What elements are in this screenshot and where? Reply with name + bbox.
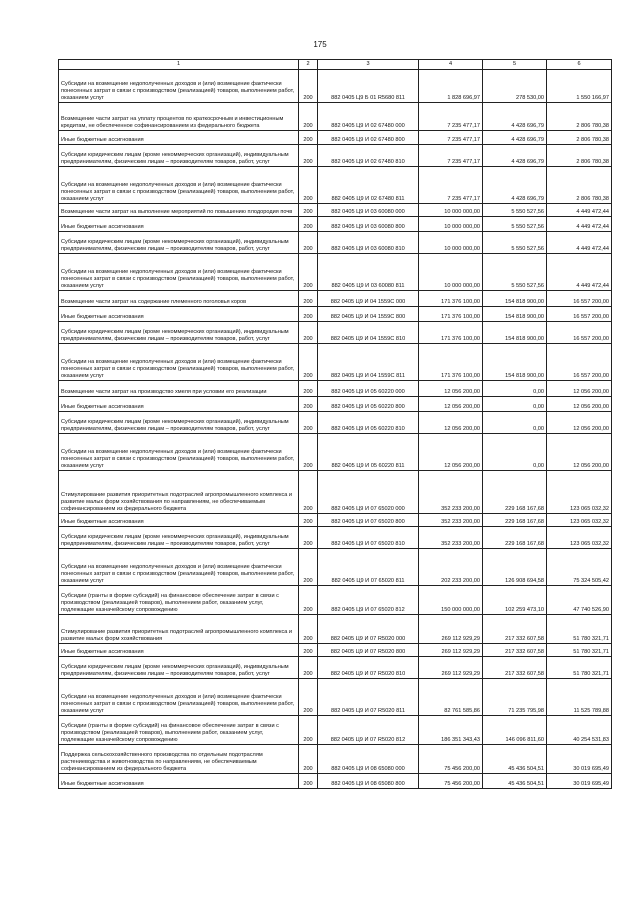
row-description: Субсидии (гранты в форме субсидий) на финансовое обеспечение затрат в связи с производством (реализацией товаров), выполнением работ, оказанием услуг, подлежащие казначейскому сопровождению [59, 716, 299, 745]
row-amount-remaining: 16 557 200,00 [547, 322, 612, 344]
row-amount-approved: 269 112 929,29 [419, 657, 483, 679]
row-description: Стимулирование развития приоритетных подотраслей агропромышленного комплекса и развитие малых форм хозяйствования [59, 615, 299, 644]
row-amount-remaining: 47 740 526,90 [547, 586, 612, 615]
row-amount-executed: 5 550 527,56 [483, 217, 547, 232]
row-amount-executed: 4 428 696,79 [483, 167, 547, 204]
row-code-200: 200 [299, 70, 318, 103]
table-row [59, 307, 612, 322]
table-row [59, 381, 612, 397]
row-amount-executed: 0,00 [483, 412, 547, 434]
row-code-200: 200 [299, 745, 318, 774]
row-amount-remaining: 12 056 200,00 [547, 412, 612, 434]
row-amount-approved: 352 233 200,00 [419, 527, 483, 549]
row-budget-code: 882 0405 Ц9 И 05 60220 800 [318, 397, 419, 412]
row-amount-remaining: 123 065 032,32 [547, 471, 612, 514]
row-description: Иные бюджетные ассигнования [59, 514, 299, 527]
row-description: Возмещение части затрат на производство хмеля при условии его реализации [59, 381, 299, 397]
row-code-200: 200 [299, 549, 318, 586]
row-amount-executed: 4 428 696,79 [483, 103, 547, 131]
table-row [59, 549, 612, 586]
row-amount-approved: 10 000 000,00 [419, 204, 483, 217]
row-budget-code: 882 0405 Ц9 И 07 R5020 811 [318, 679, 419, 716]
row-code-200: 200 [299, 291, 318, 307]
row-amount-remaining: 4 449 472,44 [547, 254, 612, 291]
row-code-200: 200 [299, 381, 318, 397]
row-amount-approved: 10 000 000,00 [419, 217, 483, 232]
column-header: 6 [547, 60, 612, 70]
row-amount-executed: 0,00 [483, 381, 547, 397]
row-amount-approved: 150 000 000,00 [419, 586, 483, 615]
row-code-200: 200 [299, 344, 318, 381]
column-header: 3 [318, 60, 419, 70]
row-description: Субсидии на возмещение недополученных доходов и (или) возмещение фактически понесенных затрат в связи с производством (реализацией) товаров, выполнением работ, оказанием услуг [59, 167, 299, 204]
row-code-200: 200 [299, 586, 318, 615]
row-budget-code: 882 0405 Ц9 И 07 65020 812 [318, 586, 419, 615]
table-row [59, 232, 612, 254]
row-description: Субсидии на возмещение недополученных доходов и (или) возмещение фактически понесенных затрат в связи с производством (реализацией) товаров, выполнением работ, оказанием услуг [59, 70, 299, 103]
row-description: Субсидии юридическим лицам (кроме некоммерческих организаций), индивидуальным предпринимателям, физическим лицам – производителям товаров, работ, услуг [59, 527, 299, 549]
row-amount-approved: 352 233 200,00 [419, 471, 483, 514]
row-budget-code: 882 0405 Ц9 И 03 60080 811 [318, 254, 419, 291]
row-amount-approved: 12 056 200,00 [419, 381, 483, 397]
row-description: Субсидии юридическим лицам (кроме некоммерческих организаций), индивидуальным предпринимателям, физическим лицам – производителям товаров, работ, услуг [59, 412, 299, 434]
row-amount-remaining: 51 780 321,71 [547, 615, 612, 644]
row-budget-code: 882 0405 Ц9 И 07 R5020 000 [318, 615, 419, 644]
table-row [59, 131, 612, 145]
row-code-200: 200 [299, 397, 318, 412]
row-amount-approved: 171 376 100,00 [419, 322, 483, 344]
table-row [59, 397, 612, 412]
row-code-200: 200 [299, 412, 318, 434]
row-amount-remaining: 16 557 200,00 [547, 344, 612, 381]
row-code-200: 200 [299, 716, 318, 745]
row-budget-code: 882 0405 Ц9 И 05 60220 000 [318, 381, 419, 397]
row-amount-executed: 0,00 [483, 434, 547, 471]
page-number: 175 [313, 40, 327, 49]
table-row [59, 103, 612, 131]
row-budget-code: 882 0405 Ц9 И 07 R5020 812 [318, 716, 419, 745]
row-amount-approved: 352 233 200,00 [419, 514, 483, 527]
table-row [59, 145, 612, 167]
row-budget-code: 882 0405 Ц9 И 07 65020 800 [318, 514, 419, 527]
row-description: Иные бюджетные ассигнования [59, 217, 299, 232]
row-description: Иные бюджетные ассигнования [59, 644, 299, 657]
table-row [59, 657, 612, 679]
row-budget-code: 882 0405 Ц9 И 07 65020 810 [318, 527, 419, 549]
row-description: Субсидии на возмещение недополученных доходов и (или) возмещение фактически понесенных затрат в связи с производством (реализацией) товаров, выполнением работ, оказанием услуг [59, 679, 299, 716]
row-description: Возмещение части затрат на уплату процентов по краткосрочным и инвестиционным кредитам, не обеспеченное софинансированием из федерального бюджета [59, 103, 299, 131]
row-code-200: 200 [299, 232, 318, 254]
row-amount-approved: 171 376 100,00 [419, 307, 483, 322]
table-row [59, 745, 612, 774]
row-amount-executed: 5 550 527,56 [483, 232, 547, 254]
row-code-200: 200 [299, 204, 318, 217]
row-amount-remaining: 2 806 780,38 [547, 131, 612, 145]
row-amount-remaining: 51 780 321,71 [547, 644, 612, 657]
table-row [59, 254, 612, 291]
row-amount-remaining: 4 449 472,44 [547, 204, 612, 217]
row-code-200: 200 [299, 434, 318, 471]
row-code-200: 200 [299, 679, 318, 716]
row-description: Поддержка сельскохозяйственного производства по отдельным подотраслям растениеводства и животноводства по направлениям, не обеспечиваемым софинансированием из федерального бюджета [59, 745, 299, 774]
row-budget-code: 882 0405 Ц9 И 02 67480 000 [318, 103, 419, 131]
row-budget-code: 882 0405 Ц9 И 04 1559С 000 [318, 291, 419, 307]
row-code-200: 200 [299, 103, 318, 131]
row-code-200: 200 [299, 307, 318, 322]
table-row [59, 586, 612, 615]
table-row [59, 70, 612, 103]
row-amount-approved: 269 112 929,29 [419, 644, 483, 657]
row-amount-executed: 154 818 900,00 [483, 307, 547, 322]
row-amount-remaining: 4 449 472,44 [547, 232, 612, 254]
row-amount-remaining: 16 557 200,00 [547, 307, 612, 322]
row-budget-code: 882 0405 Ц9 И 07 65020 811 [318, 549, 419, 586]
row-budget-code: 882 0405 Ц9 И 07 65020 000 [318, 471, 419, 514]
row-description: Иные бюджетные ассигнования [59, 397, 299, 412]
row-code-200: 200 [299, 145, 318, 167]
row-amount-executed: 217 332 607,58 [483, 615, 547, 644]
row-amount-approved: 75 456 200,00 [419, 774, 483, 789]
row-amount-executed: 229 168 167,68 [483, 514, 547, 527]
row-code-200: 200 [299, 615, 318, 644]
row-amount-approved: 10 000 000,00 [419, 232, 483, 254]
row-amount-approved: 202 233 200,00 [419, 549, 483, 586]
row-amount-remaining: 4 449 472,44 [547, 217, 612, 232]
row-amount-approved: 7 235 477,17 [419, 145, 483, 167]
row-budget-code: 882 0405 Ц9 И 04 1559С 811 [318, 344, 419, 381]
row-amount-remaining: 16 557 200,00 [547, 291, 612, 307]
row-amount-executed: 4 428 696,79 [483, 145, 547, 167]
row-description: Субсидии юридическим лицам (кроме некоммерческих организаций), индивидуальным предпринимателям, физическим лицам – производителям товаров, работ, услуг [59, 232, 299, 254]
table-row [59, 716, 612, 745]
row-description: Иные бюджетные ассигнования [59, 131, 299, 145]
column-header: 4 [419, 60, 483, 70]
row-amount-remaining: 1 550 166,97 [547, 70, 612, 103]
row-amount-approved: 7 235 477,17 [419, 167, 483, 204]
row-amount-remaining: 2 806 780,38 [547, 103, 612, 131]
table-row [59, 344, 612, 381]
row-amount-executed: 5 550 527,56 [483, 204, 547, 217]
header-row [59, 60, 612, 70]
row-amount-executed: 45 436 504,51 [483, 745, 547, 774]
row-amount-remaining: 12 056 200,00 [547, 381, 612, 397]
row-amount-executed: 229 168 167,68 [483, 471, 547, 514]
row-budget-code: 882 0405 Ц9 И 04 1559С 810 [318, 322, 419, 344]
row-code-200: 200 [299, 527, 318, 549]
row-budget-code: 882 0405 Ц9 И 07 R5020 810 [318, 657, 419, 679]
row-budget-code: 882 0405 Ц9 И 05 60220 810 [318, 412, 419, 434]
row-description: Субсидии на возмещение недополученных доходов и (или) возмещение фактически понесенных затрат в связи с производством (реализацией) товаров, выполнением работ, оказанием услуг [59, 434, 299, 471]
row-description: Иные бюджетные ассигнования [59, 774, 299, 789]
row-description: Возмещение части затрат на содержание племенного поголовья коров [59, 291, 299, 307]
row-amount-approved: 1 828 696,97 [419, 70, 483, 103]
row-amount-approved: 12 056 200,00 [419, 412, 483, 434]
row-amount-remaining: 11 525 789,88 [547, 679, 612, 716]
row-code-200: 200 [299, 644, 318, 657]
row-budget-code: 882 0405 Ц9 И 02 67480 800 [318, 131, 419, 145]
row-amount-remaining: 12 056 200,00 [547, 397, 612, 412]
row-amount-approved: 82 761 585,86 [419, 679, 483, 716]
row-amount-remaining: 40 254 531,83 [547, 716, 612, 745]
table-row [59, 514, 612, 527]
row-description: Субсидии юридическим лицам (кроме некоммерческих организаций), индивидуальным предпринимателям, физическим лицам – производителям товаров, работ, услуг [59, 322, 299, 344]
row-amount-remaining: 12 056 200,00 [547, 434, 612, 471]
table-row [59, 167, 612, 204]
row-code-200: 200 [299, 514, 318, 527]
row-amount-remaining: 2 806 780,38 [547, 145, 612, 167]
row-description: Субсидии (гранты в форме субсидий) на финансовое обеспечение затрат в связи с производством (реализацией товаров), выполнением работ, оказанием услуг, подлежащие казначейскому сопровождению [59, 586, 299, 615]
row-code-200: 200 [299, 167, 318, 204]
row-budget-code: 882 0405 Ц9 И 05 60220 811 [318, 434, 419, 471]
table-row [59, 774, 612, 789]
row-amount-approved: 7 235 477,17 [419, 131, 483, 145]
row-budget-code: 882 0405 Ц9 Б 01 R5680 811 [318, 70, 419, 103]
row-description: Субсидии на возмещение недополученных доходов и (или) возмещение фактически понесенных затрат в связи с производством (реализацией) товаров, выполнением работ, оказанием услуг [59, 254, 299, 291]
column-header: 2 [299, 60, 318, 70]
row-description: Иные бюджетные ассигнования [59, 307, 299, 322]
row-amount-remaining: 30 019 695,49 [547, 745, 612, 774]
table-row [59, 322, 612, 344]
row-budget-code: 882 0405 Ц9 И 03 60080 810 [318, 232, 419, 254]
table-row [59, 679, 612, 716]
row-description: Стимулирование развития приоритетных подотраслей агропромышленного комплекса и развитие малых форм хозяйствования по направлениям, не обеспечиваемым софинансированием из федерального бюджета [59, 471, 299, 514]
row-budget-code: 882 0405 Ц9 И 07 R5020 800 [318, 644, 419, 657]
row-amount-remaining: 30 019 695,49 [547, 774, 612, 789]
row-code-200: 200 [299, 131, 318, 145]
row-description: Возмещение части затрат на выполнение мероприятий по повышению плодородия почв [59, 204, 299, 217]
table-row [59, 412, 612, 434]
table-row [59, 527, 612, 549]
table-row [59, 471, 612, 514]
table-row [59, 434, 612, 471]
row-budget-code: 882 0405 Ц9 И 02 67480 811 [318, 167, 419, 204]
row-description: Субсидии на возмещение недополученных доходов и (или) возмещение фактически понесенных затрат в связи с производством (реализацией) товаров, выполнением работ, оказанием услуг [59, 549, 299, 586]
row-amount-approved: 12 056 200,00 [419, 397, 483, 412]
row-code-200: 200 [299, 254, 318, 291]
table-row [59, 644, 612, 657]
row-budget-code: 882 0405 Ц9 И 03 60080 800 [318, 217, 419, 232]
row-amount-executed: 5 550 527,56 [483, 254, 547, 291]
row-amount-approved: 75 456 200,00 [419, 745, 483, 774]
row-code-200: 200 [299, 774, 318, 789]
row-code-200: 200 [299, 657, 318, 679]
table-row [59, 204, 612, 217]
table-row [59, 615, 612, 644]
row-amount-executed: 102 259 473,10 [483, 586, 547, 615]
row-amount-approved: 186 351 343,43 [419, 716, 483, 745]
row-budget-code: 882 0405 Ц9 И 08 65080 000 [318, 745, 419, 774]
table-row [59, 291, 612, 307]
row-code-200: 200 [299, 322, 318, 344]
row-budget-code: 882 0405 Ц9 И 02 67480 810 [318, 145, 419, 167]
row-budget-code: 882 0405 Ц9 И 04 1559С 800 [318, 307, 419, 322]
row-amount-executed: 217 332 607,58 [483, 644, 547, 657]
row-amount-remaining: 123 065 032,32 [547, 514, 612, 527]
row-amount-approved: 171 376 100,00 [419, 344, 483, 381]
row-amount-approved: 7 235 477,17 [419, 103, 483, 131]
row-description: Субсидии на возмещение недополученных доходов и (или) возмещение фактически понесенных затрат в связи с производством (реализацией) товаров, выполнением работ, оказанием услуг [59, 344, 299, 381]
budget-table [58, 59, 612, 789]
row-description: Субсидии юридическим лицам (кроме некоммерческих организаций), индивидуальным предпринимателям, физическим лицам – производителям товаров, работ, услуг [59, 145, 299, 167]
row-amount-approved: 10 000 000,00 [419, 254, 483, 291]
row-code-200: 200 [299, 217, 318, 232]
row-amount-executed: 154 818 900,00 [483, 322, 547, 344]
row-budget-code: 882 0405 Ц9 И 03 60080 000 [318, 204, 419, 217]
column-header: 1 [59, 60, 299, 70]
column-header: 5 [483, 60, 547, 70]
row-amount-approved: 12 056 200,00 [419, 434, 483, 471]
row-budget-code: 882 0405 Ц9 И 08 65080 800 [318, 774, 419, 789]
row-amount-approved: 269 112 929,29 [419, 615, 483, 644]
row-amount-executed: 154 818 900,00 [483, 291, 547, 307]
row-amount-executed: 126 908 694,58 [483, 549, 547, 586]
row-amount-approved: 171 376 100,00 [419, 291, 483, 307]
row-amount-executed: 0,00 [483, 397, 547, 412]
row-amount-executed: 217 332 607,58 [483, 657, 547, 679]
row-amount-remaining: 75 324 505,42 [547, 549, 612, 586]
row-amount-remaining: 2 806 780,38 [547, 167, 612, 204]
row-description: Субсидии юридическим лицам (кроме некоммерческих организаций), индивидуальным предпринимателям, физическим лицам – производителям товаров, работ, услуг [59, 657, 299, 679]
row-amount-executed: 278 530,00 [483, 70, 547, 103]
row-amount-remaining: 51 780 321,71 [547, 657, 612, 679]
table-row [59, 217, 612, 232]
row-amount-executed: 146 096 811,60 [483, 716, 547, 745]
row-code-200: 200 [299, 471, 318, 514]
row-amount-executed: 45 436 504,51 [483, 774, 547, 789]
row-amount-executed: 229 168 167,68 [483, 527, 547, 549]
row-amount-executed: 154 818 900,00 [483, 344, 547, 381]
row-amount-remaining: 123 065 032,32 [547, 527, 612, 549]
row-amount-executed: 4 428 696,79 [483, 131, 547, 145]
row-amount-executed: 71 235 795,98 [483, 679, 547, 716]
